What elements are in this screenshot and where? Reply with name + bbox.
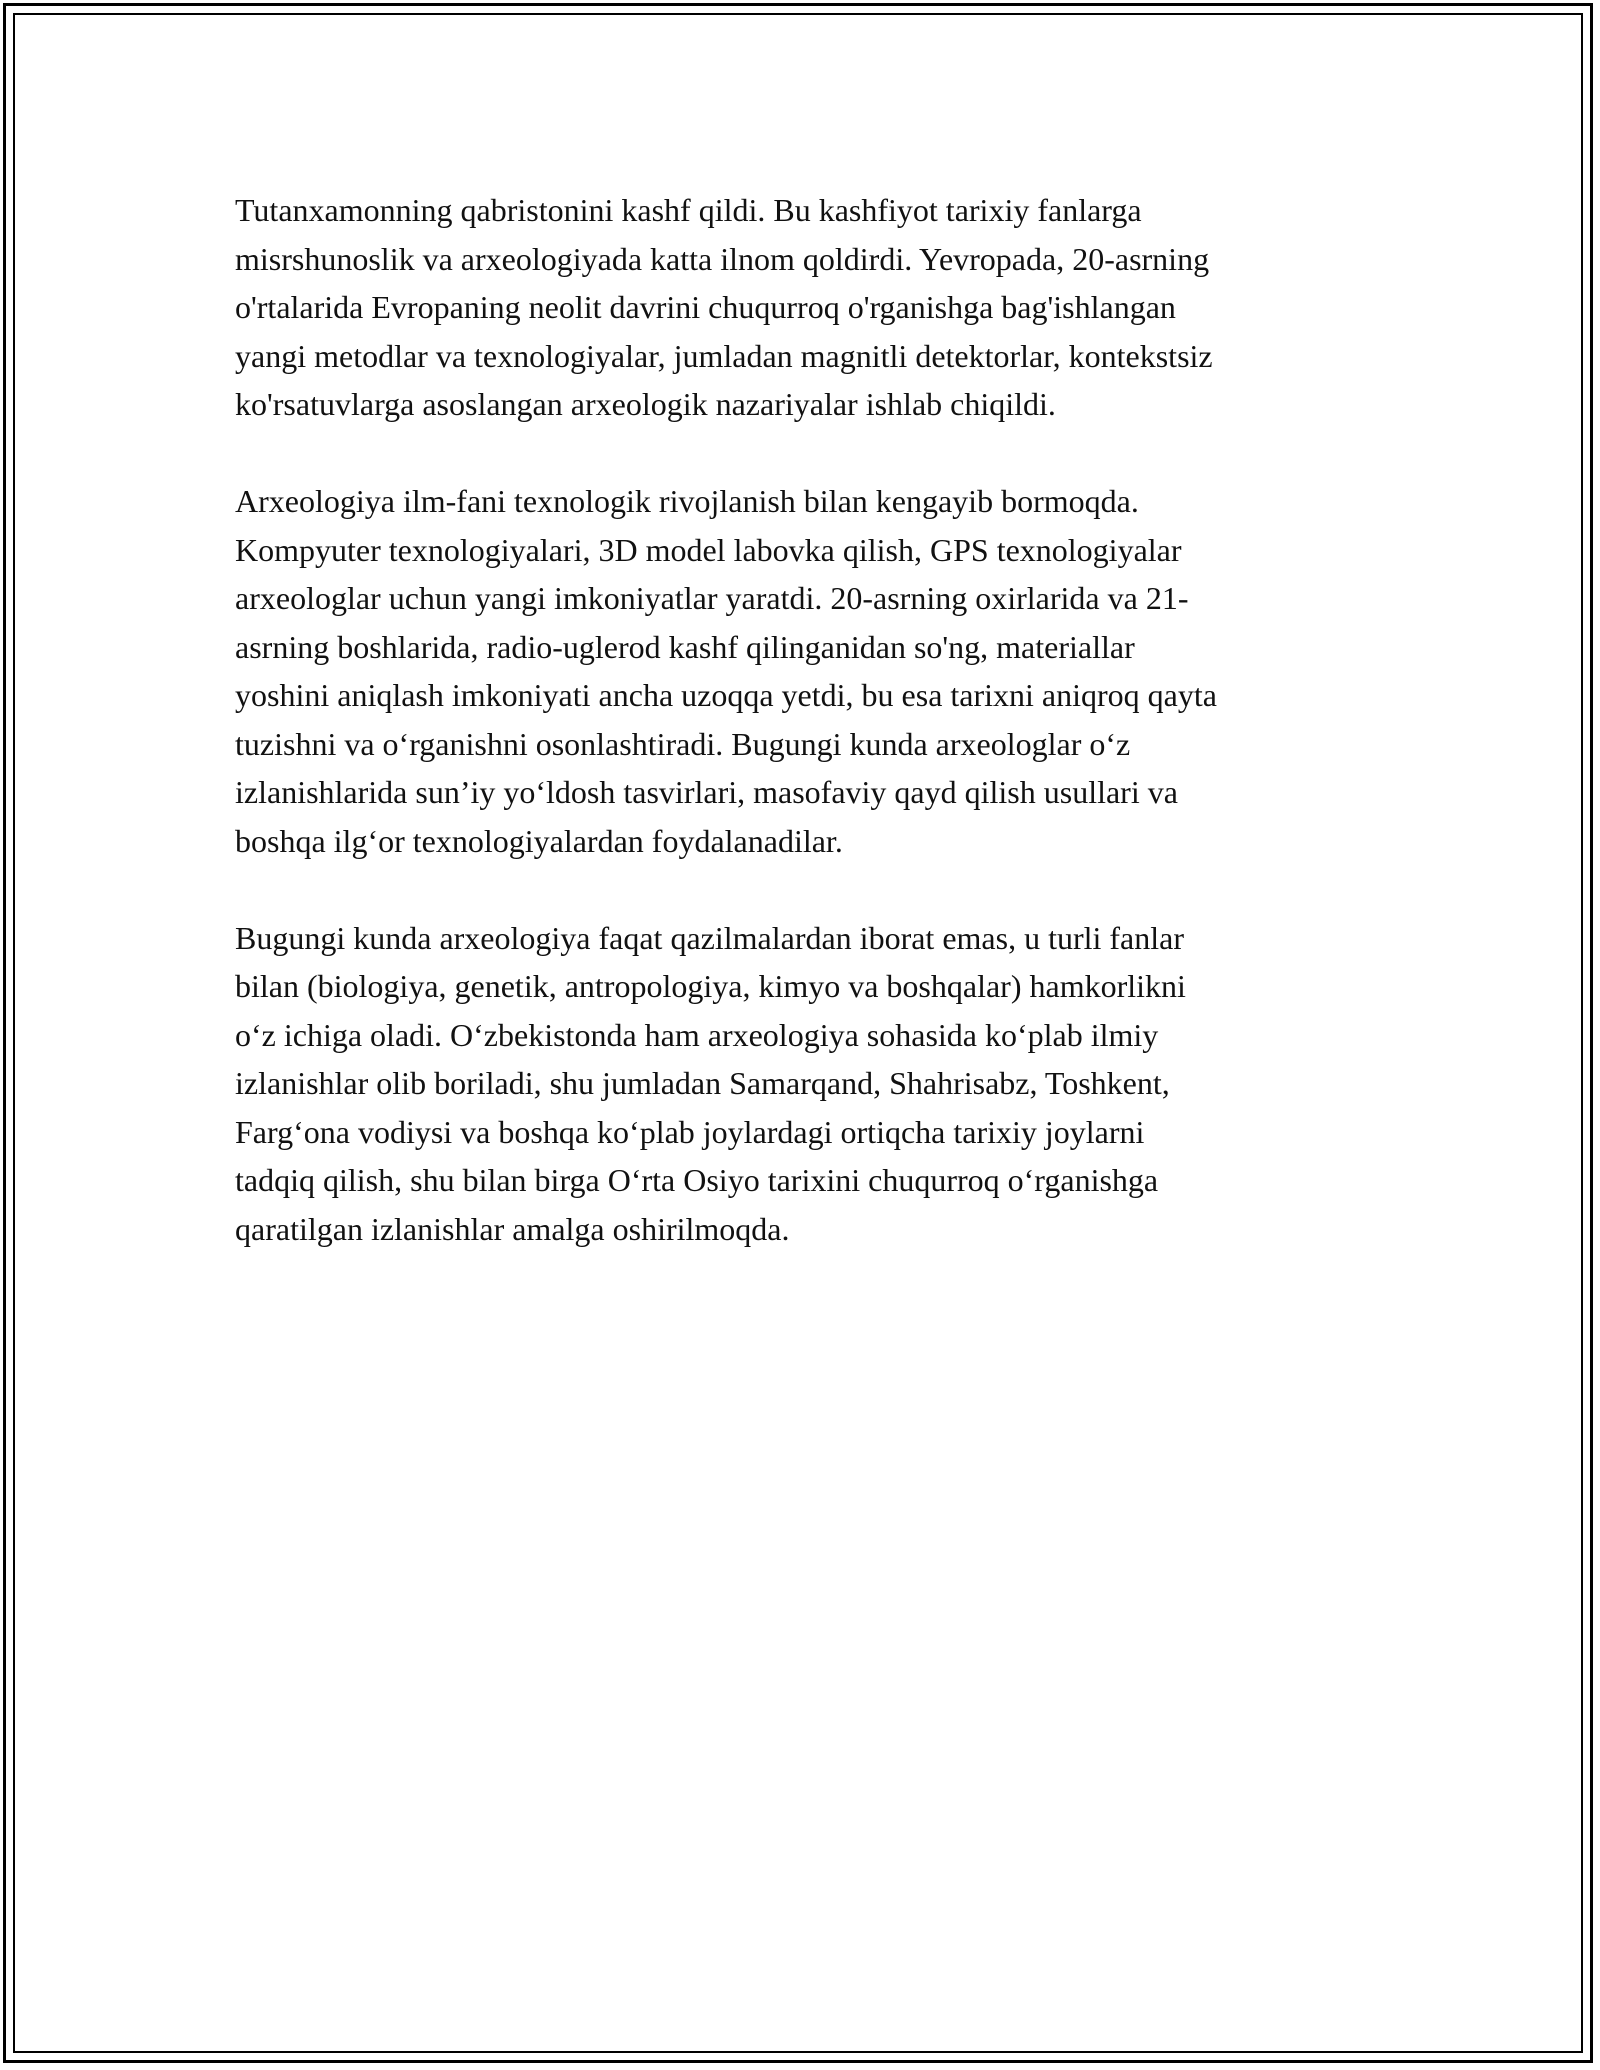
text-line: asrning boshlarida, radio-uglerod kashf qilinganidan so'ng, materiallar: [235, 628, 1135, 665]
text-line: Bugungi kunda arxeologiya faqat qazilmalardan iborat emas, u turli fanlar: [235, 919, 1184, 956]
text-line: tuzishni va o‘rganishni osonlashtiradi. Bugungi kunda arxeologlar o‘z: [235, 725, 1131, 762]
text-line: Farg‘ona vodiysi va boshqa ko‘plab joylardagi ortiqcha tarixiy joylarni: [235, 1113, 1145, 1150]
paragraph-2: [235, 477, 1375, 865]
document-body: [235, 186, 1375, 1302]
text-line: qaratilgan izlanishlar amalga oshirilmoqda.: [235, 1210, 790, 1247]
text-line: izlanishlar olib boriladi, shu jumladan Samarqand, Shahrisabz, Toshkent,: [235, 1065, 1170, 1101]
paragraph-3: [235, 914, 1375, 1254]
paragraph-1: [235, 186, 1375, 429]
text-line: Tutanxamonning qabristonini kashf qildi. Bu kashfiyot tarixiy fanlarga: [235, 192, 1142, 228]
text-line: boshqa ilg‘or texnologiyalardan foydalanadilar.: [235, 822, 843, 859]
text-line: izlanishlarida sun’iy yo‘ldosh tasvirlari, masofaviy qayd qilish usullari va: [235, 774, 1178, 810]
text-line: bilan (biologiya, genetik, antropologiya, kimyo va boshqalar) hamkorlikni: [235, 968, 1186, 1004]
text-line: o'rtalarida Evropaning neolit davrini chuqurroq o'rganishga bag'ishlangan: [235, 289, 1176, 325]
text-line: yoshini aniqlash imkoniyati ancha uzoqqa yetdi, bu esa tarixni aniqroq qayta: [235, 677, 1217, 713]
text-line: arxeologlar uchun yangi imkoniyatlar yaratdi. 20-asrning oxirlarida va 21-: [235, 580, 1189, 616]
text-line: Kompyuter texnologiyalari, 3D model labovka qilish, GPS texnologiyalar: [235, 531, 1182, 568]
text-line: misrshunoslik va arxeologiyada katta ilnom qoldirdi. Yevropada, 20-asrning: [235, 240, 1210, 277]
text-line: ko'rsatuvlarga asoslangan arxeologik nazariyalar ishlab chiqildi.: [235, 386, 1056, 422]
text-line: yangi metodlar va texnologiyalar, jumladan magnitli detektorlar, kontekstsiz: [235, 337, 1213, 374]
text-line: o‘z ichiga oladi. O‘zbekistonda ham arxeologiya sohasida ko‘plab ilmiy: [235, 1016, 1159, 1053]
text-line: tadqiq qilish, shu bilan birga O‘rta Osiyo tarixini chuqurroq o‘rganishga: [235, 1162, 1159, 1198]
text-line: Arxeologiya ilm-fani texnologik rivojlanish bilan kengayib bormoqda.: [235, 483, 1139, 519]
